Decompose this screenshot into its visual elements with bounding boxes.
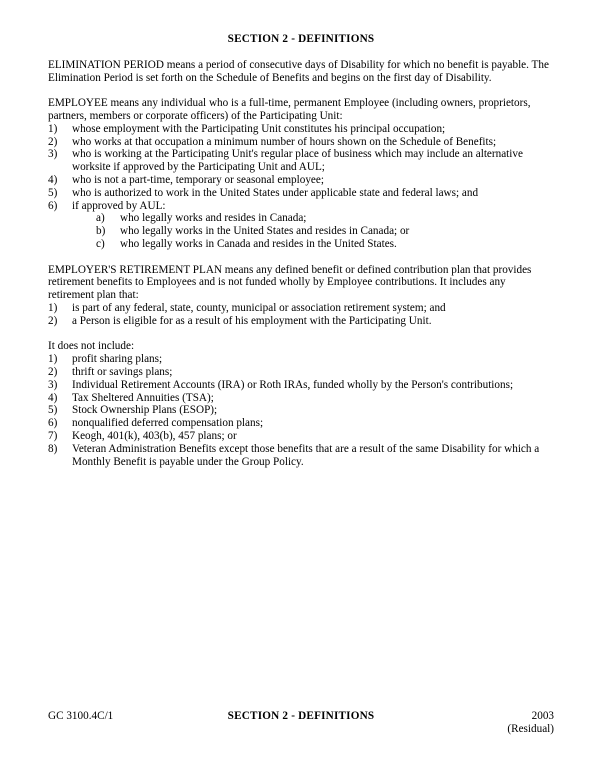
list-item-text: a Person is eligible for as a result of his employment with the Participating Unit. bbox=[72, 314, 432, 327]
list-item bbox=[48, 404, 554, 417]
definition-employers-retirement-plan-intro: EMPLOYER'S RETIREMENT PLAN means any defined benefit or defined contribution plan that provides retirement benefits to Employees and is not funded wholly by Employee contributions. It includes any retirement plan that: bbox=[48, 263, 532, 302]
list-item bbox=[48, 379, 554, 392]
list-item-text: who legally works and resides in Canada; bbox=[120, 212, 307, 225]
list-item-text: who is working at the Participating Unit's regular place of business which may include an alternative worksite if approved by the Participating Unit and AUL; bbox=[72, 148, 523, 174]
footer-variant: (Residual) bbox=[507, 722, 554, 735]
list-marker: 7) bbox=[48, 429, 58, 442]
definition-elimination-period: ELIMINATION PERIOD means a period of consecutive days of Disability for which no benefit is payable. The Elimination Period is set forth on the Schedule of Benefits and begins on the first day of Disability. bbox=[48, 58, 549, 84]
list-marker: 2) bbox=[48, 135, 58, 148]
list-item-text: if approved by AUL: bbox=[72, 199, 166, 212]
list-marker: 2) bbox=[48, 365, 58, 378]
list-item-text: Individual Retirement Accounts (IRA) or Roth IRAs, funded wholly by the Person's contributions; bbox=[72, 378, 514, 391]
list-marker: c) bbox=[96, 237, 105, 250]
list-item bbox=[48, 174, 554, 187]
paragraph-spacer bbox=[48, 251, 554, 264]
list-marker: a) bbox=[96, 212, 105, 225]
list-marker: 8) bbox=[48, 442, 58, 455]
list-marker: 3) bbox=[48, 378, 58, 391]
list-marker: 1) bbox=[48, 301, 58, 314]
paragraph-spacer bbox=[48, 84, 554, 97]
list-marker: 4) bbox=[48, 173, 58, 186]
list-item bbox=[48, 315, 554, 328]
list-item-text: thrift or savings plans; bbox=[72, 365, 173, 378]
list-item-text: who works at that occupation a minimum number of hours shown on the Schedule of Benefits; bbox=[72, 135, 497, 148]
list-item bbox=[48, 353, 554, 366]
list-item bbox=[48, 302, 554, 315]
retirement-plan-exclusion-list bbox=[48, 353, 554, 468]
list-marker: 5) bbox=[48, 404, 58, 417]
list-item-text: nonqualified deferred compensation plans; bbox=[72, 417, 264, 430]
list-item-text: Veteran Administration Benefits except those benefits that are a result of the same Disability for which a Monthly Benefit is payable under the Group Policy. bbox=[72, 442, 540, 468]
list-item-text: profit sharing plans; bbox=[72, 353, 163, 366]
list-item bbox=[48, 136, 554, 149]
exclusion-intro: It does not include: bbox=[48, 340, 135, 353]
footer-form-number: GC 3100.4C/1 bbox=[48, 710, 114, 722]
list-marker: 5) bbox=[48, 186, 58, 199]
list-item bbox=[96, 212, 554, 225]
list-item bbox=[48, 366, 554, 379]
page-title: SECTION 2 - DEFINITIONS bbox=[227, 33, 375, 45]
list-item bbox=[48, 148, 554, 174]
list-marker: 2) bbox=[48, 314, 58, 327]
footer-row-primary bbox=[48, 710, 554, 723]
definition-employee-intro: EMPLOYEE means any individual who is a full-time, permanent Employee (including owners, proprietors, partners, members or corporate officers) of the Participating Unit: bbox=[48, 97, 531, 122]
list-item bbox=[96, 225, 554, 238]
list-item-text: is part of any federal, state, county, municipal or association retirement system; and bbox=[72, 301, 446, 314]
list-item bbox=[48, 123, 554, 136]
list-marker: 6) bbox=[48, 417, 58, 430]
retirement-plan-inclusion-list bbox=[48, 302, 554, 328]
paragraph-spacer bbox=[48, 328, 554, 341]
list-item-text: who is not a part-time, temporary or seasonal employee; bbox=[72, 173, 324, 186]
list-marker: 3) bbox=[48, 148, 58, 161]
list-item-text: who legally works in Canada and resides in the United States. bbox=[120, 237, 397, 250]
list-item bbox=[96, 238, 554, 251]
list-item-text: whose employment with the Participating Unit constitutes his principal occupation; bbox=[72, 122, 446, 135]
list-item bbox=[48, 430, 554, 443]
list-item-text: Stock Ownership Plans (ESOP); bbox=[72, 404, 218, 417]
list-item bbox=[48, 392, 554, 405]
page-content bbox=[48, 33, 554, 468]
list-item-text: who is authorized to work in the United States under applicable state and federal laws; and bbox=[72, 186, 479, 199]
page-footer bbox=[48, 710, 554, 736]
list-item bbox=[48, 187, 554, 200]
list-item bbox=[48, 417, 554, 430]
footer-row-secondary bbox=[48, 723, 554, 736]
footer-year: 2003 bbox=[531, 710, 554, 722]
list-item-text: Keogh, 401(k), 403(b), 457 plans; or bbox=[72, 429, 237, 442]
list-item bbox=[48, 443, 554, 469]
aul-approval-sublist bbox=[72, 212, 554, 250]
list-marker: 1) bbox=[48, 122, 58, 135]
list-marker: b) bbox=[96, 225, 106, 238]
list-item-text: Tax Sheltered Annuities (TSA); bbox=[72, 391, 214, 404]
list-item bbox=[48, 200, 554, 251]
footer-section-title: SECTION 2 - DEFINITIONS bbox=[227, 710, 375, 722]
list-item-text: who legally works in the United States and resides in Canada; or bbox=[120, 225, 410, 238]
list-marker: 1) bbox=[48, 353, 58, 366]
list-marker: 4) bbox=[48, 391, 58, 404]
list-marker: 6) bbox=[48, 199, 58, 212]
employee-criteria-list bbox=[48, 123, 554, 251]
